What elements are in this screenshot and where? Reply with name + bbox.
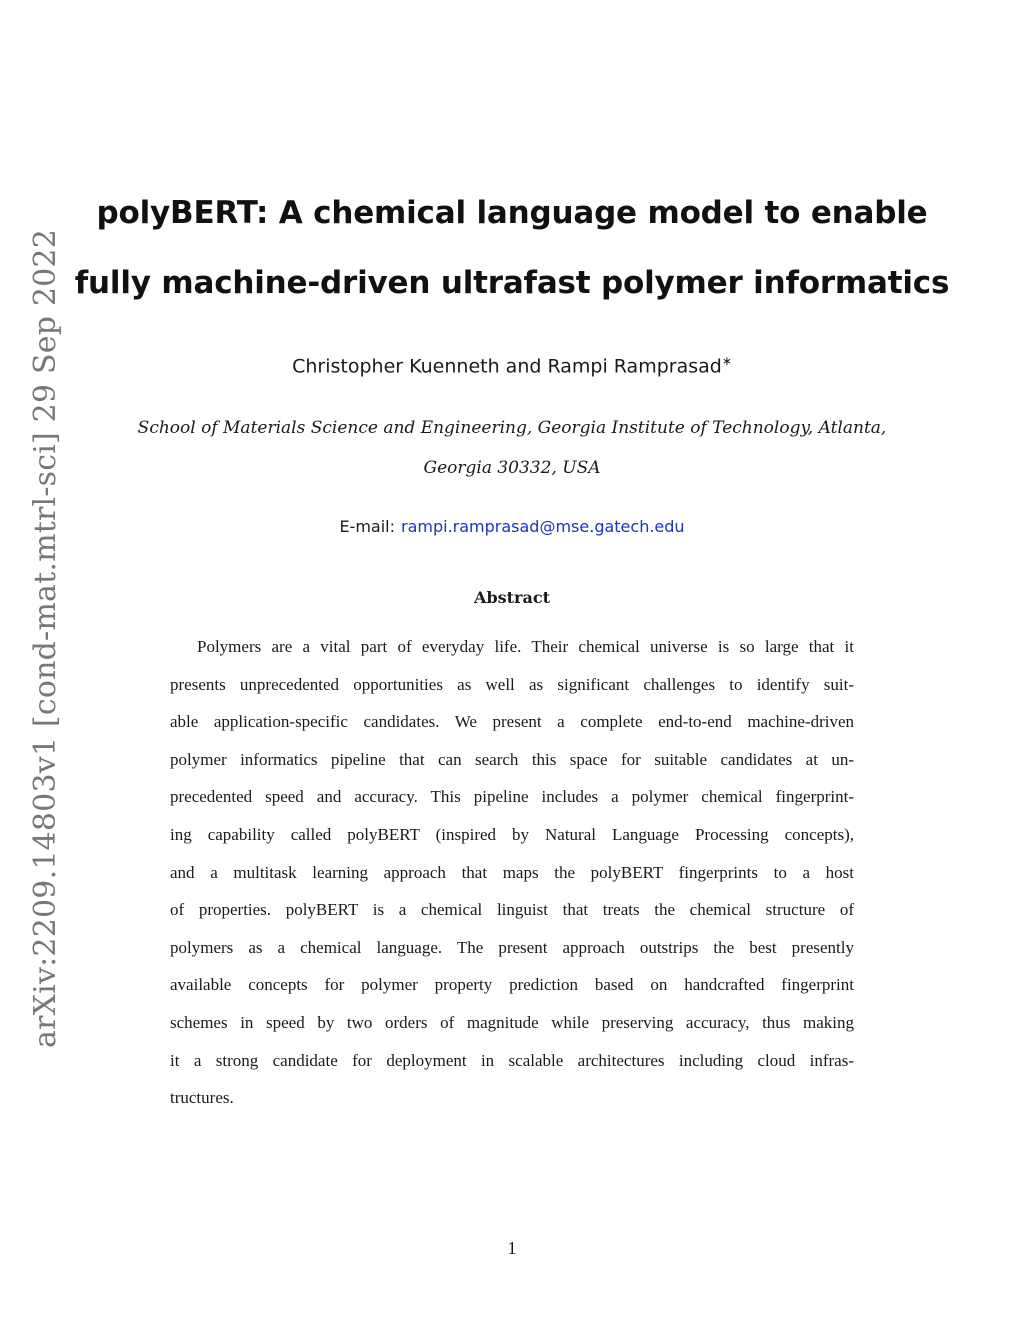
author-names: Christopher Kuenneth and Rampi Ramprasad <box>292 355 722 378</box>
abstract-line: tructures. <box>170 1088 234 1108</box>
abstract-line: of properties. polyBERT is a chemical linguist that treats the chemical structure of <box>170 900 854 920</box>
abstract-line: polymer informatics pipeline that can search this space for suitable candidates at un- <box>170 749 854 769</box>
abstract-line: Polymers are a vital part of everyday life. Their chemical universe is so large that it <box>197 637 854 656</box>
paper-title-line-1: polyBERT: A chemical language model to enable <box>96 195 928 231</box>
abstract-line: precedented speed and accuracy. This pipeline includes a polymer chemical fingerprint- <box>170 787 854 807</box>
abstract-line: available concepts for polymer property prediction based on handcrafted fingerprint <box>170 975 854 995</box>
paper-title-line-2: fully machine-driven ultrafast polymer informatics <box>74 265 950 301</box>
arxiv-identifier-stamp: arXiv:2209.14803v1 [cond-mat.mtrl-sci] 29 Sep 2022 <box>28 229 63 1048</box>
affiliation-line-2: Georgia 30332, USA <box>423 458 601 478</box>
email-link[interactable]: rampi.ramprasad@mse.gatech.edu <box>401 517 685 536</box>
abstract-line: able application-specific candidates. We present a complete end-to-end machine-driven <box>170 712 854 732</box>
abstract-line: ing capability called polyBERT (inspired by Natural Language Processing concepts), <box>170 825 854 844</box>
affiliation-line-1: School of Materials Science and Engineering, Georgia Institute of Technology, Atlanta, <box>137 418 887 438</box>
abstract-line: it a strong candidate for deployment in scalable architectures including cloud infras- <box>170 1050 854 1070</box>
abstract-line: and a multitask learning approach that maps the polyBERT fingerprints to a host <box>170 862 854 882</box>
page-number: 1 <box>507 1238 517 1258</box>
abstract-line: schemes in speed by two orders of magnitude while preserving accuracy, thus making <box>170 1013 854 1032</box>
email-label: E-mail: <box>339 517 395 536</box>
author-list <box>0 354 1024 377</box>
abstract-heading: Abstract <box>474 588 550 607</box>
email-line <box>0 517 1024 536</box>
abstract-line: polymers as a chemical language. The present approach outstrips the best presently <box>170 937 854 957</box>
corresponding-author-mark: ∗ <box>721 354 732 368</box>
abstract-line: presents unprecedented opportunities as well as significant challenges to identify suit- <box>170 674 854 694</box>
